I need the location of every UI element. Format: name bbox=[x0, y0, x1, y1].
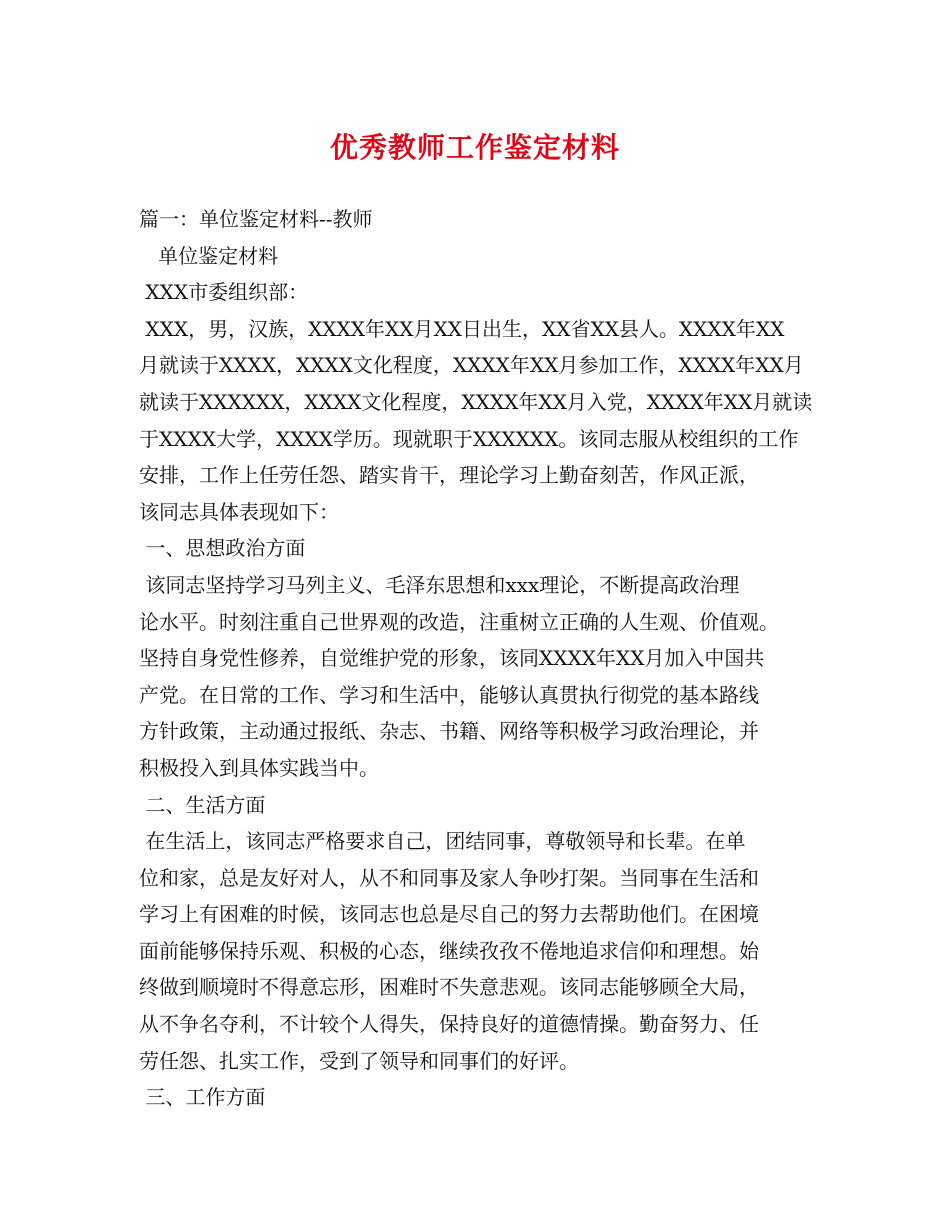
body-line: XXX，男，汉族，XXXX年XX月XX日出生，XX省XX县人。XXXX年XX bbox=[139, 316, 785, 341]
body-line: 论水平。时刻注重自己世界观的改造，注重树立正确的人生观、价值观。 bbox=[139, 609, 779, 634]
body-line: 在生活上，该同志严格要求自己，团结同事，尊敬领导和长辈。在单 bbox=[139, 829, 746, 854]
body-line: 该同志坚持学习马列主义、毛泽东思想和xxx理论，不断提高政治理 bbox=[139, 572, 740, 597]
body-line: 就读于XXXXXX，XXXX文化程度，XXXX年XX月入党，XXXX年XX月就读 bbox=[139, 389, 813, 414]
body-line: 终做到顺境时不得意忘形，困难时不失意悲观。该同志能够顾全大局， bbox=[139, 975, 759, 1000]
body-line: 三、工作方面 bbox=[139, 1085, 266, 1110]
body-line: 一、思想政治方面 bbox=[139, 536, 306, 561]
body-line: 位和家，总是友好对人，从不和同事及家人争吵打架。当同事在生活和 bbox=[139, 865, 759, 890]
body-line: 方针政策，主动通过报纸、杂志、书籍、网络等积极学习政治理论，并 bbox=[139, 719, 759, 744]
body-line: XXX市委组织部： bbox=[139, 280, 309, 305]
body-line: 月就读于XXXX，XXXX文化程度，XXXX年XX月参加工作，XXXX年XX月 bbox=[139, 353, 804, 378]
body-line: 该同志具体表现如下： bbox=[139, 499, 339, 524]
body-line: 于XXXX大学，XXXX学历。现就职于XXXXXX。该同志服从校组织的工作 bbox=[139, 426, 799, 451]
body-line: 单位鉴定材料 bbox=[139, 243, 279, 268]
body-line: 安排，工作上任劳任怨、踏实肯干，理论学习上勤奋刻苦，作风正派， bbox=[139, 463, 759, 488]
body-line: 产党。在日常的工作、学习和生活中，能够认真贯执行彻党的基本路线 bbox=[139, 682, 759, 707]
body-line: 从不争名夺利，不计较个人得失，保持良好的道德情操。勤奋努力、任 bbox=[139, 1012, 759, 1037]
document-title: 优秀教师工作鉴定材料 bbox=[329, 131, 620, 164]
body-line: 积极投入到具体实践当中。 bbox=[139, 755, 379, 780]
body-line: 劳任怨、扎实工作，受到了领导和同事们的好评。 bbox=[139, 1048, 579, 1073]
body-line: 坚持自身党性修养，自觉维护党的形象，该同XXXX年XX月加入中国共 bbox=[139, 646, 765, 671]
document-body bbox=[139, 201, 819, 1116]
body-line: 学习上有困难的时候，该同志也总是尽自己的努力去帮助他们。在困境 bbox=[139, 902, 759, 927]
body-line: 二、生活方面 bbox=[139, 792, 266, 817]
body-line: 面前能够保持乐观、积极的心态，继续孜孜不倦地追求信仰和理想。始 bbox=[139, 938, 759, 963]
body-line: 篇一：单位鉴定材料--教师 bbox=[139, 207, 373, 231]
